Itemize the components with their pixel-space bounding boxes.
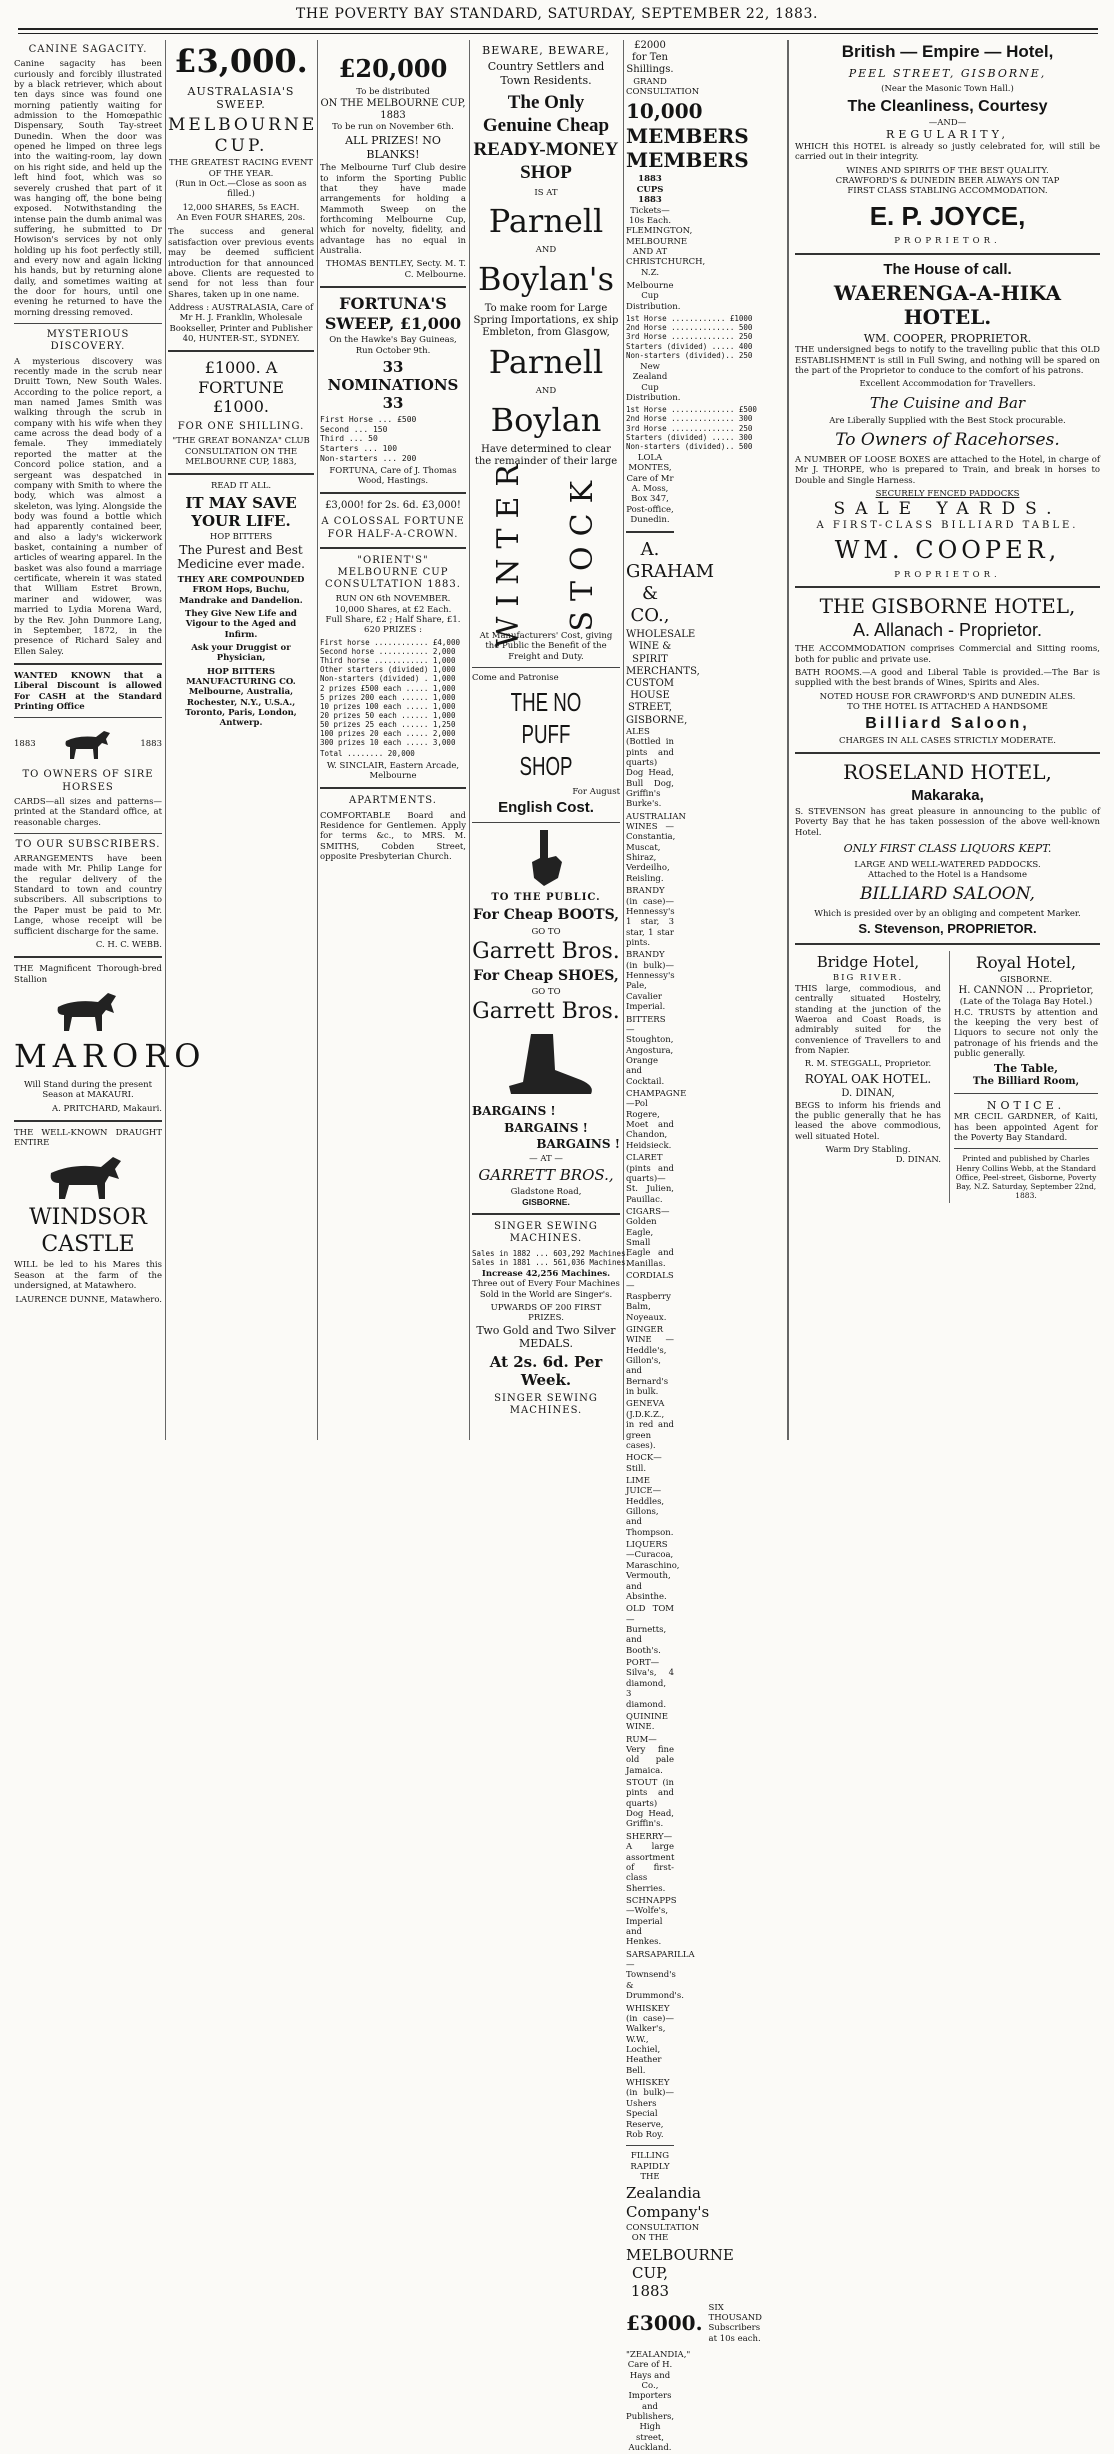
billiard-saloon-2: BILLIARD SALOON, — [860, 884, 1035, 905]
sweep-event: MELBOURNE CUP. — [168, 114, 318, 156]
cost-text: At Manufacturers' Cost, giving the Public the Benefit of the Freight and Duty. — [479, 631, 613, 662]
divider — [320, 286, 466, 288]
orients-title: "ORIENT'S" MELBOURNE CUP CONSULTATION 1883. — [325, 554, 461, 591]
zealandia-subscribers: SIX THOUSAND Subscribers at 10s each. — [708, 2302, 762, 2344]
mtc-distributed: To be distributed — [356, 87, 430, 98]
entire-sign: LAURENCE DUNNE, Matawhero. — [15, 1294, 162, 1305]
melbourne-distribution: 1st Horse ............ £1000 2nd Horse .............. 500 3rd Horse .............. 250 Starters (divided) ..... 400 Non-starters (divided).. 250 — [626, 314, 753, 360]
year-left: 1883 — [14, 739, 36, 750]
royal-hotel: Royal Hotel, — [975, 953, 1077, 973]
orients-run: RUN ON 6th NOVEMBER. — [335, 594, 451, 605]
sweep-title: AUSTRALASIA'S SWEEP. — [187, 85, 295, 112]
divider — [795, 253, 1100, 255]
cannon-late: (Late of the Tolaga Bay Hotel.) — [959, 997, 1093, 1008]
singer-title: SINGER SEWING MACHINES. — [494, 1221, 598, 1245]
column-4 — [472, 40, 631, 1440]
boot-illustration-icon — [491, 1030, 601, 1100]
no-puff-shop: THE NO PUFF SHOP — [510, 687, 582, 781]
canine-title: CANINE SAGACITY. — [28, 44, 148, 55]
orients-prizes-title: 620 PRIZES : — [364, 625, 422, 636]
tickets: Tickets—10s Each. — [628, 205, 672, 226]
column-1 — [14, 40, 207, 1440]
mtc-event: ON THE MELBOURNE CUP, 1883 — [320, 97, 466, 121]
noted-house: NOTED HOUSE FOR CRAWFORD'S AND DUNEDIN ALES. — [819, 691, 1076, 702]
stock-word: STOCK — [564, 470, 600, 632]
divider — [626, 2145, 674, 2146]
billiard-table: A FIRST-CLASS BILLIARD TABLE. — [816, 520, 1079, 532]
wine-list-item: CIGARS—Golden Eagle, Small Eagle and Manillas. — [626, 1206, 674, 1269]
sweep-subtitle: THE GREATEST RACING EVENT OF THE YEAR. — [168, 158, 314, 179]
subscribers-sign: C. H. C. WEBB. — [95, 939, 162, 950]
divider — [320, 492, 466, 494]
masthead-rule — [18, 28, 1098, 30]
wm-cooper: WM. COOPER, — [834, 536, 1061, 565]
wine-list-item: SCHNAPPS—Wolfe's, Imperial and Henkes. — [626, 1895, 677, 1948]
fortuna-race: On the Hawke's Bay Guineas, Run October 9th. — [329, 335, 457, 356]
singer-footer: SINGER SEWING MACHINES. — [494, 1393, 598, 1417]
to-the-public: TO THE PUBLIC. — [491, 892, 601, 904]
garrett-bros-3: GARRETT BROS., — [478, 1166, 614, 1185]
zealandia-amount: £3000. — [626, 2311, 703, 2336]
paddocks-2: LARGE AND WELL-WATERED PADDOCKS. — [854, 859, 1041, 870]
divider — [320, 787, 466, 789]
accommodation: THE ACCOMMODATION comprises Commercial and Sitting rooms, both for public and private use. — [795, 644, 1100, 665]
hc-text: H.C. TRUSTS by attention and the keeping the very best of Liquors to secure not only the patronage of his friends and the public generally. — [954, 1007, 1098, 1060]
bonanza-for: FOR ONE SHILLING. — [177, 420, 305, 432]
cheap-shoes: For Cheap SHOES, — [473, 967, 619, 984]
mystery-title: MYSTERIOUS DISCOVERY. — [46, 329, 130, 353]
fortuna-nominations: 33 NOMINATIONS 33 — [327, 357, 459, 413]
allanach: A. Allanach - Proprietor. — [852, 620, 1043, 641]
hop-bitters: HOP BITTERS — [209, 532, 273, 543]
dinan: D. DINAN, — [841, 1088, 895, 1100]
save-life: IT MAY SAVE YOUR LIFE. — [185, 493, 297, 530]
wine-list-item: OLD TOM—Burnetts, and Booth's. — [626, 1604, 674, 1656]
clear-text: Have determined to clear the remainder of their large — [474, 443, 618, 467]
hop-company: HOP BITTERS MANUFACTURING CO. Melbourne, Australia, Rochester, N.Y., U.S.A., Toronto, Paris, London, Antwerp. — [185, 666, 297, 729]
apartments-title: APARTMENTS. — [349, 795, 437, 807]
wine-list-item: WHISKEY (in case)—Walker's, W.W., Lochiel, Heather Bell. — [626, 2003, 674, 2076]
sweep-shares: 12,000 SHARES, 5s EACH. — [182, 202, 300, 213]
wine-list-item: WHISKEY (in bulk)—Ushers Special Reserve, Rob Roy. — [626, 2078, 674, 2140]
purest-best: The Purest and Best Medicine ever made. — [177, 542, 305, 572]
crawford: CRAWFORD'S & DUNEDIN BEER ALWAYS ON TAP — [835, 175, 1060, 186]
parnell-1: Parnell — [488, 202, 604, 241]
graham-co: A. GRAHAM & CO., — [626, 539, 715, 627]
liberally: Are Liberally Supplied with the Best Stock procurable. — [829, 415, 1066, 426]
subscribers-title: TO OUR SUBSCRIBERS. — [15, 838, 161, 850]
wines-spirits: WINES AND SPIRITS OF THE BEST QUALITY. — [846, 165, 1049, 176]
regularity: REGULARITY, — [886, 128, 1009, 142]
hotels-column — [788, 40, 1100, 1440]
notice: NOTICE. — [986, 1098, 1066, 1112]
bargains-3: BARGAINS ! — [536, 1137, 620, 1152]
flemington: FLEMINGTON, MELBOURNE AND AT CHRISTCHURCH, N.Z. — [626, 226, 706, 278]
wine-list-item: CLARET (pints and quarts)—St. Julien, Pauillac. — [626, 1153, 674, 1205]
mystery-text: A mysterious discovery was recently made in the scrub near Druitt Town, New South Wales. According to the police report, a man named James Smith was walking through the scrub in company with his wife when they came across the dead body of a female. They immediately reported the matter at the Concord police station, and a sergeant was despatched in company with Smith to where the body, which was almost a skeleton, was lying. Alongside the body was found a bottle which had apparently contained beer, and also a lady's wickerwork basket, containing a number of articles of wearing apparel. In the basket was also found a marriage certificate, wherein it was stated that William Estret Brown, mariner and widower, was married to Lydia Morena Ward, by the Rev. John Dunmore Lang, in September, 1872, in the presence of Richard Saley and Ellen Saley. — [14, 356, 162, 657]
waerenga-hotel: WAERENGA-A-HIKA HOTEL. — [833, 280, 1062, 330]
colossal-amount: £3,000! for 2s. 6d. £3,000! — [325, 500, 461, 512]
wine-list-item: CORDIALS—Raspberry Balm, Noyeaux. — [626, 1271, 674, 1323]
divider — [795, 752, 1100, 754]
orients-total: Total ........ 20,000 — [320, 749, 415, 759]
upwards: UPWARDS OF 200 FIRST PRIZES. — [490, 1303, 602, 1324]
old-establishment: THE undersigned begs to notify to the travelling public that this OLD ESTABLISHMENT is still in Full Swing, and nothing will be spared on the part of the Proprietor to conduce to the comfort of his patrons. — [795, 345, 1100, 376]
and-1: AND — [535, 245, 557, 256]
bath-rooms: BATH ROOMS.—A good and Liberal Table is provided.—The Bar is supplied with the best brands of Wines, Spirits and Ales. — [795, 668, 1100, 689]
boylan: Boylan — [490, 400, 602, 439]
per-week: At 2s. 6d. Per Week. — [489, 1352, 603, 1389]
paddocks: SECURELY FENCED PADDOCKS — [875, 489, 1020, 500]
bargains-1: BARGAINS ! — [472, 1104, 556, 1119]
stallion-name: MARORO — [14, 1037, 207, 1075]
column-divider — [469, 40, 470, 1440]
go-to-1: GO TO — [531, 926, 561, 937]
is-at: IS AT — [534, 187, 558, 198]
orients-sign: W. SINCLAIR, Eastern Arcade, Melbourne — [326, 760, 460, 781]
year-right: 1883 — [140, 739, 162, 750]
divider — [954, 1093, 1098, 1094]
wholesale: WHOLESALE WINE & SPIRIT MERCHANTS, — [626, 629, 700, 677]
mtc-sign: THOMAS BENTLEY, Secty. M. T. C. Melbourne. — [325, 259, 466, 280]
filling-rapidly: FILLING RAPIDLY — [630, 2151, 670, 2172]
dinan-sign: D. DINAN. — [895, 1155, 941, 1166]
winter-word: WINTER — [490, 454, 526, 648]
wine-list-item: AUSTRALIAN WINES — Constantia, Muscat, Shiraz, Verdeilho, Reisling. — [626, 811, 686, 884]
and-2: AND — [535, 386, 557, 397]
entire-text: WILL be led to his Mares this Season at the farm of the undersigned, at Matawhero. — [14, 1260, 162, 1292]
divider — [472, 667, 620, 668]
column-divider — [623, 40, 624, 1440]
parnell-2: Parnell — [488, 343, 604, 382]
cheap-boots: For Cheap BOOTS, — [472, 907, 620, 924]
sweep-run-on: (Run in Oct.—Close as soon as filled.) — [175, 179, 307, 200]
attached-2: Attached to the Hotel is a Handsome — [867, 869, 1028, 880]
entire-intro: THE WELL-KNOWN DRAUGHT ENTIRE — [14, 1128, 162, 1149]
royal-hotel-block — [949, 951, 1098, 1203]
members: 10,000 MEMBERS MEMBERS — [626, 99, 749, 173]
liquors-kept: ONLY FIRST CLASS LIQUORS KEPT. — [843, 842, 1052, 856]
singer-sales: Sales in 1882 ... 603,292 Machines. Sales in 1881 ... 561,036 Machines. — [472, 1248, 631, 1267]
sweep-address: Address : AUSTRALASIA, Care of Mr H. J. Franklin, Wholesale Bookseller, Printer and Publisher 40, HUNTER-ST., SYDNEY. — [168, 302, 314, 345]
column-5 — [626, 40, 762, 2454]
gisborne-hotel: THE GISBORNE HOTEL, — [819, 593, 1076, 618]
proprietor-2: PROPRIETOR. — [894, 569, 1001, 580]
mtc-body: The Melbourne Turf Club desire to inform the Sporting Public that they have made arrangements for holding a Mammoth Sweep on the forthcoming Melbourne Cup, which for novelty, fidelity, and advantage has no equal in Australia. — [320, 163, 466, 257]
wine-list — [626, 726, 695, 2140]
bottom-hotels-row — [795, 951, 1100, 1203]
divider — [14, 663, 162, 665]
bonanza-title: "THE GREAT BONANZA" CLUB CONSULTATION ON THE MELBOURNE CUP, 1883, — [172, 436, 310, 467]
boylans: Boylan's — [478, 259, 614, 298]
loose-boxes: A NUMBER OF LOOSE BOXES are attached to the Hotel, in charge of Mr J. THORPE, who is prepared to Train, and break in horses to Double and Single Harness. — [795, 454, 1100, 486]
divider — [14, 323, 162, 324]
wine-list-item: PORT—Silva's, 4 diamond, 3 diamond. — [626, 1658, 674, 1710]
makaraka: Makaraka, — [911, 786, 984, 804]
column-3 — [320, 40, 466, 1440]
nz-distribution-title: New Zealand Cup Distribution. — [626, 361, 681, 403]
go-to-2: GO TO — [531, 986, 561, 997]
bargains-2: BARGAINS ! — [504, 1120, 588, 1135]
notice-text: MR CECIL GARDNER, of Kaiti, has been appointed Agent for the Poverty Bay Standard. — [954, 1112, 1098, 1144]
excellent: Excellent Accommodation for Travellers. — [859, 379, 1036, 390]
divider — [472, 1213, 620, 1215]
sweep-split: An Even FOUR SHARES, 20s. — [176, 213, 306, 224]
stevenson-text: S. STEVENSON has great pleasure in announcing to the public of Poverty Bay that he has taken possession of the above well-known Hotel. — [795, 807, 1100, 838]
wine-list-item: HOCK—Still. — [626, 1453, 662, 1474]
cannon: H. CANNON ... Proprietor, — [958, 985, 1094, 997]
cleanliness: The Cleanliness, Courtesy — [847, 97, 1048, 115]
new-life: They Give New Life and Vigour to the Aged and Infirm. — [185, 608, 297, 640]
divider — [320, 547, 466, 549]
gladstone-road: Gladstone Road, — [510, 1186, 582, 1197]
at-label: — AT — — [529, 1153, 563, 1164]
bridge-hotel: Bridge Hotel, — [816, 953, 920, 972]
divider — [14, 1120, 162, 1122]
ten-shillings: £2000 for Ten Shillings. — [626, 40, 674, 76]
sire-text: CARDS—all sizes and patterns—printed at the Standard office, at reasonable charges. — [14, 796, 162, 828]
stevenson-proprietor: S. Stevenson, PROPRIETOR. — [858, 921, 1037, 937]
for-august: For August — [572, 786, 620, 797]
divider — [168, 350, 314, 352]
roseland-hotel: ROSELAND HOTEL, — [843, 760, 1052, 785]
english-cost: English Cost. — [498, 799, 594, 816]
sale-yards: SALE YARDS. — [833, 499, 1062, 520]
divider — [795, 943, 1100, 945]
wine-list-item: SARSAPARILLA—Townsend's & Drummond's. — [626, 1949, 695, 2002]
charges: CHARGES IN ALL CASES STRICTLY MODERATE. — [839, 735, 1056, 746]
sweep-amount: £3,000. — [174, 42, 308, 80]
imprint: Printed and published by Charles Henry Collins Webb, at the Standard Office, Peel-street, Gisborne, Poverty Bay, N.Z. Saturday, September 22nd, 1883. — [955, 1154, 1097, 1201]
orients-shares: 10,000 Shares, at £2 Each. — [334, 604, 452, 615]
cuisine: The Cuisine and Bar — [869, 393, 1026, 412]
column-2 — [168, 40, 318, 1440]
mtc-run-on: To be run on November 6th. — [332, 122, 454, 132]
draught-horse-illustration-icon — [43, 1153, 133, 1201]
wine-list-item: RUM—Very fine old pale Jamaica. — [626, 1734, 674, 1776]
masthead-rule-thin — [18, 33, 1098, 34]
subscribers-text: ARRANGEMENTS have been made with Mr. Philip Lange for the regular delivery of the Standard to town and country subscribers. All subscriptions to the Paper must be paid to Mr. Lange, whose receipt will be sufficient discharge for the same. — [14, 854, 162, 937]
country-settlers: Country Settlers and Town Residents. — [487, 60, 605, 87]
stallion-illustration-icon — [48, 989, 128, 1033]
billiard-room: The Billiard Room, — [972, 1075, 1080, 1087]
sire-title: TO OWNERS OF SIRE HORSES — [22, 769, 154, 793]
big-river: BIG RIVER. — [832, 973, 904, 984]
wine-list-item: GINGER WINE — Heddle's, Gillon's, and Bernard's in bulk. — [626, 1324, 674, 1398]
and-label: —AND— — [928, 118, 967, 129]
horse-illustration-icon — [58, 727, 118, 761]
stallion-text: Will Stand during the present Season at MAKAURI. — [23, 1080, 153, 1101]
nz-distribution: 1st Horse .............. £500 2nd Horse .............. 300 3rd Horse .............. 250 Starters (divided) ..... 300 Non-starters (divided).. 500 — [626, 405, 757, 451]
racehorses: To Owners of Racehorses. — [835, 430, 1060, 451]
royal-oak: ROYAL OAK HOTEL. — [804, 1071, 932, 1086]
custom-house: CUSTOM HOUSE STREET, GISBORNE, — [626, 678, 688, 726]
wine-list-item: LIME JUICE—Heddles, Gillons, and Thompson. — [626, 1475, 674, 1538]
apartments-text: COMFORTABLE Board and Residence for Gentlemen. Apply for terms &c., to MRS. M. SMITHS, Cobden Street, opposite Presbyterian Church. — [320, 810, 466, 862]
divider — [14, 833, 162, 834]
wine-list-item: QUININE WINE. — [626, 1711, 668, 1733]
column-divider — [317, 40, 318, 1440]
wine-list-item: BRANDY (in bulk)—Hennessy's Pale, Cavalier Imperial. — [626, 950, 675, 1013]
billiard-saloon: Billiard Saloon, — [865, 715, 1030, 733]
only-genuine: The Only Genuine Cheap READY-MONEY SHOP — [473, 92, 619, 183]
melbourne-distribution-title: Melbourne Cup Distribution. — [626, 281, 681, 312]
wine-list-item: BITTERS—Stoughton, Angostura, Orange and Cocktail. — [626, 1014, 674, 1087]
divider — [14, 956, 162, 958]
bridge-text: THIS large, commodious, and centrally situated Hostelry, standing at the junction of the Waerоa and Coast Roads, is admirably suited for the convenience of Travellers to and from Napier. — [795, 983, 941, 1056]
beware: BEWARE, BEWARE, — [482, 44, 610, 57]
read-all: READ IT ALL. — [210, 481, 272, 492]
zealandia-amount-row — [626, 2302, 762, 2344]
zealandia-melbourne-cup: MELBOURNE CUP, 1883 — [626, 2245, 734, 2301]
stallion-sign: A. PRITCHARD, Makauri. — [51, 1103, 162, 1114]
presided: Which is presided over by an obliging and competent Marker. — [814, 908, 1081, 919]
gisborne: GISBORNE. — [522, 1196, 570, 1207]
fortuna-title: FORTUNA'S SWEEP, £1,000 — [324, 294, 462, 333]
stabling: FIRST CLASS STABLING ACCOMMODATION. — [847, 186, 1048, 197]
bonanza-amount: £1000. A FORTUNE £1000. — [198, 358, 284, 417]
wine-list-item: BRANDY (in case)—Hennessy's 1 star, 3 star, 1 star pints. — [626, 886, 675, 948]
entire-name: WINDSOR CASTLE — [29, 1204, 147, 1257]
wanted-notice: WANTED KNOWN that a Liberal Discount is allowed For CASH at the Standard Printing Office — [14, 670, 162, 713]
bridge-royal-oak-block — [795, 951, 941, 1203]
attached: TO THE HOTEL IS ATTACHED A HANDSOME — [847, 702, 1048, 713]
divider — [954, 1148, 1098, 1149]
wine-list-item: STOUT (in pints and quarts) Dog Head, Griffin's. — [626, 1778, 674, 1830]
garrett-bros-1: Garrett Bros. — [472, 938, 620, 964]
orients-full: Full Share, £2 ; Half Share, £1. — [325, 615, 461, 626]
masonic: (Near the Masonic Town Hall.) — [881, 84, 1014, 95]
ask-druggist: Ask your Druggist or Physician, — [191, 642, 291, 664]
which-text: WHICH this HOTEL is already so justly celebrated for, will still be carried out in their integrity. — [795, 141, 1100, 163]
steggall: R. M. STEGGALL, Proprietor. — [804, 1059, 932, 1070]
singer-increase: Increase 42,256 Machines. — [481, 1268, 611, 1279]
colossal-title: A COLOSSAL FORTUNE FOR HALF-A-CROWN. — [321, 516, 465, 540]
wine-list-item: ALES (Bottled in pints and quarts) Dog Head, Bull Dog, Griffin's Burke's. — [626, 726, 674, 810]
wine-list-item: GENEVA (J.D.K.Z., in red and green cases). — [626, 1399, 674, 1451]
canine-text: Canine sagacity has been curiously and forcibly illustrated by a black retriever, which about ten days since was found one morning patiently waiting for admission to the Homœpathic Dispensary, South Tay-street Dunedin. When the door was opened he limped on three legs into the waiting-room, lay down on his right side, and held up the left hind foot, which was so severely crushed that part of it was hanging off, the bone being exposed. Notwithstanding the intense pain the dumb animal was suffering, he submitted to Dr Howison's services by not only holding up his foot perfectly still, and every now and again licking his hands, but by returning alone daily, and sometimes waiting at the door for hours, until one evening he returned to have the morning dressing removed. — [14, 59, 162, 318]
grand-consultation: GRAND CONSULTATION — [626, 76, 700, 97]
three-out: Three out of Every Four Machines Sold in the World are Singer's. — [472, 1279, 620, 1300]
divider — [472, 822, 620, 823]
stallion-intro: THE Magnificent Thorough-bred Stallion — [14, 964, 162, 985]
cups: 1883 CUPS 1883 — [636, 174, 664, 206]
pointing-hand-icon — [516, 828, 576, 888]
british-empire: British — Empire — Hotel, — [841, 42, 1054, 61]
fortuna-sign: FORTUNA, Care of J. Thomas Wood, Hastings. — [329, 465, 457, 486]
consultation-on: CONSULTATION ON THE — [626, 2222, 700, 2244]
garrett-bros-2: Garrett Bros. — [472, 999, 620, 1025]
divider — [795, 586, 1100, 588]
fortuna-prize-table: First Horse ... £500 Second ... 150 Third ... 50 Starters ... 100 Non-starters ... 200 — [320, 414, 417, 463]
divider — [626, 531, 674, 533]
zealandia-address: "ZEALANDIA," Care of H. Hays and Co., Importers and Publishers, High street, Auckland. — [626, 2349, 691, 2454]
divider — [14, 717, 162, 718]
house-of-call: The House of call. — [883, 260, 1012, 278]
wine-list-item: CHAMPAGNE—Pol Rogere, Moet and Chandon, Heidsieck. — [626, 1089, 687, 1151]
patronise: Come and Patronise — [472, 673, 559, 684]
wine-list-item: SHERRY—A large assortment of first-class Sherries. — [626, 1831, 675, 1894]
royal-gisborne: GISBORNE. — [999, 974, 1053, 985]
lola-montes: LOLA MONTES, Care of Mr A. Moss, Box 347, Post-office, Dunedin. — [626, 452, 674, 526]
warm-stabling: Warm Dry Stabling. — [825, 1144, 911, 1155]
divider — [168, 473, 314, 475]
the-table: The Table, — [994, 1062, 1058, 1076]
medals: Two Gold and Two Silver MEDALS. — [476, 1323, 616, 1351]
joyce: E. P. JOYCE, — [869, 200, 1026, 231]
proprietor-1: PROPRIETOR. — [894, 236, 1001, 247]
horse-cut-row — [14, 723, 162, 765]
the: THE — [640, 2171, 660, 2182]
mtc-amount: £20,000 — [338, 54, 448, 83]
cooper-proprietor: WM. COOPER, PROPRIETOR. — [863, 331, 1032, 345]
mtc-prizes: ALL PRIZES! NO BLANKS! — [345, 134, 441, 161]
dinan-text: BEGS to inform his friends and the public generally that he has leased the above commodious, well situated Hotel. — [795, 1100, 941, 1142]
peel-street: PEEL STREET, GISBORNE, — [848, 66, 1047, 80]
room-text: To make room for Large Spring Importations, ex ship Embleton, from Glasgow, — [473, 302, 619, 339]
zealandia: Zealandia Company's — [626, 2184, 710, 2221]
orients-prize-table: First horse ............ £4,000 Second horse ........... 2,000 Third horse ............ 1,000 Other starters (divided) 1,000 Non-starters (divided) . 1,000 2 prizes £500 each ..... 1,000 5 prizes 200 each ...... 1,000 10 prizes 100 each ..... 1,000 20 prizes 50 each ...... 1,000 50 prizes 25 each ...... 1,250 100 prizes 20 each ..... 2,000 300 prizes 10 each ..... 3,000 — [320, 637, 460, 748]
wine-list-item: LIQUERS—Curacoa, Maraschino, Vermouth, and Absinthe. — [626, 1540, 680, 1602]
compounded: THEY ARE COMPOUNDED FROM Hops, Buchu, Mandrake and Dandelion. — [177, 574, 305, 606]
sweep-body: The success and general satisfaction over previous events may be deemed sufficient introduction for that announced above. Clients are requested to send for not less than four Shares, taken up in one name. — [168, 227, 314, 300]
column-divider — [165, 40, 166, 1440]
masthead: THE POVERTY BAY STANDARD, SATURDAY, SEPTEMBER 22, 1883. — [295, 6, 819, 22]
